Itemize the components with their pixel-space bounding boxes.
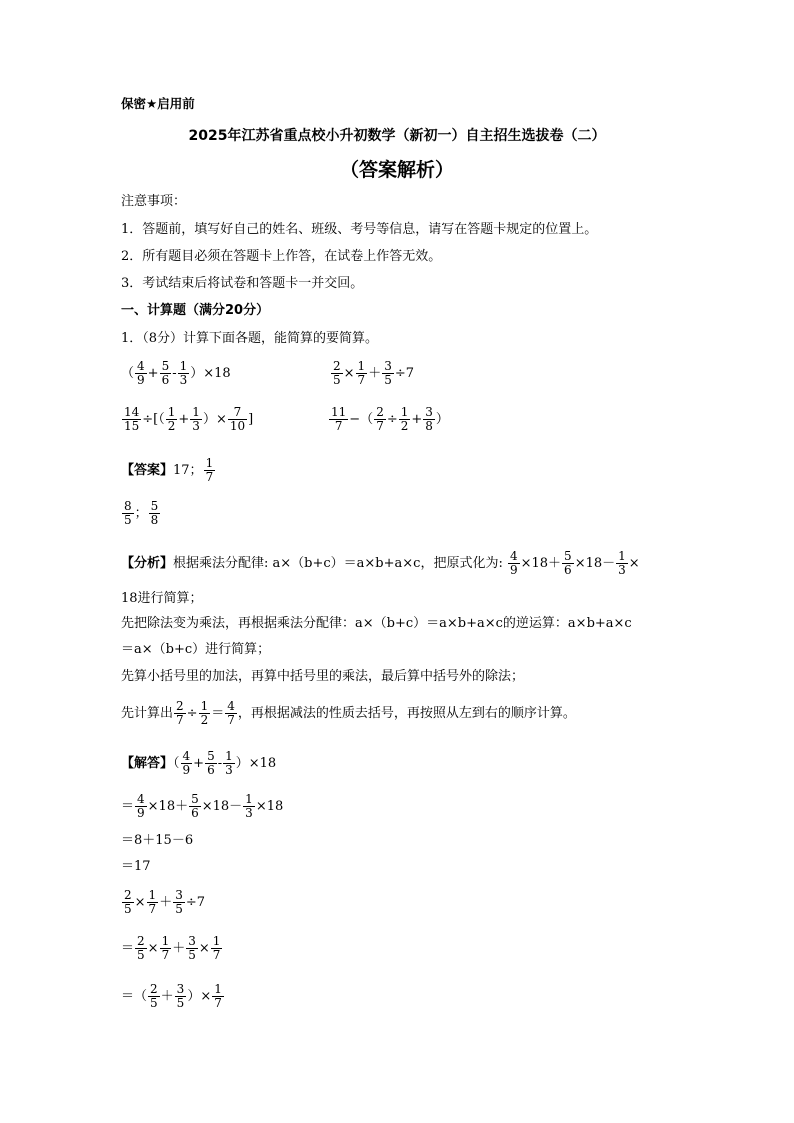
solution-label: 【解答】 <box>121 756 174 771</box>
analysis-line-2: 18进行简算； <box>121 591 203 606</box>
problem-expression-2: $\frac{2}{5}$ × $\frac{1}{7}$ ＋ $\frac{3}{5}$ ÷7 <box>333 359 415 387</box>
solution-step-4: ＝17 <box>121 859 151 874</box>
answer-line-1: 【答案】17； $\frac{1}{7}$ <box>121 456 214 484</box>
exam-title: 2025年江苏省重点校小升初数学（新初一）自主招生选拔卷（二） <box>188 128 606 144</box>
problem-expression-1: （ $\frac{4}{9}$ + $\frac{5}{6}$ - $\frac{1}{3}$ ）×18 <box>121 359 231 387</box>
analysis-line-6: 先计算出 $\frac{2}{7}$ ÷ $\frac{1}{2}$ ＝ $\frac{4}{7}$ ，再根据减法的性质去括号，再按照从左到右的顺序计算。 <box>121 699 576 727</box>
answer-values-1: 17； <box>173 463 203 478</box>
solution-b-line-1: $\frac{2}{5}$ × $\frac{1}{7}$ ＋ $\frac{3}{5}$ ÷7 <box>124 888 206 916</box>
analysis-line-3: 先把除法变为乘法，再根据乘法分配律：a×（b+c）＝a×b+a×c的逆运算：a×b+a×c <box>121 616 632 631</box>
analysis-line-1: 【分析】根据乘法分配律: a×（b+c）＝a×b+a×c，把原式化为: $\frac{4}{9}$ ×18＋ $\frac{5}{6}$ ×18－ $\frac{1}{3}$ × <box>121 549 640 577</box>
notice-item-2: 2．所有题目必须在答题卡上作答，在试卷上作答无效。 <box>121 249 442 264</box>
solution-b-line-3: ＝（ $\frac{2}{5}$ ＋ $\frac{3}{5}$ ）× $\frac{1}{7}$ <box>121 982 222 1010</box>
notice-heading: 注意事项： <box>121 194 187 209</box>
answer-label: 【答案】 <box>121 463 174 478</box>
analysis-label: 【分析】 <box>121 556 174 571</box>
exam-subtitle: （答案解析） <box>339 159 454 181</box>
notice-item-3: 3．考试结束后将试卷和答题卡一并交回。 <box>121 276 364 291</box>
notice-item-1: 1．答题前，填写好自己的姓名、班级、考号等信息，请写在答题卡规定的位置上。 <box>121 222 598 237</box>
question-1-stem: 1．（8分）计算下面各题，能简算的要简算。 <box>121 331 379 346</box>
solution-b-line-2: ＝ $\frac{2}{5}$ × $\frac{1}{7}$ ＋ $\frac{3}{5}$ × $\frac{1}{7}$ <box>121 934 221 962</box>
analysis-line-4: ＝a×（b+c）进行简算； <box>121 642 271 657</box>
analysis-line-5: 先算小括号里的加法，再算中括号里的乘法，最后算中括号外的除法； <box>121 669 525 684</box>
problem-expression-4: $\frac{11}{7}$ −（ $\frac{2}{7}$ ÷ $\frac{1}{2}$ + $\frac{3}{8}$ ） <box>331 405 449 433</box>
confidential-mark: 保密★启用前 <box>121 96 195 111</box>
answer-line-2: $\frac{8}{5}$ ； $\frac{5}{8}$ <box>124 499 159 527</box>
problem-expression-3: $\frac{14}{15}$ ÷[（ $\frac{1}{2}$ + $\frac{1}{3}$ ）× $\frac{7}{10}$ ] <box>124 405 254 433</box>
solution-line-1: 【解答】（ $\frac{4}{9}$ + $\frac{5}{6}$ - $\frac{1}{3}$ ）×18 <box>121 749 277 777</box>
solution-step-3: ＝8＋15－6 <box>121 833 194 848</box>
solution-step-2: ＝ $\frac{4}{9}$ ×18＋ $\frac{5}{6}$ ×18－ $\frac{1}{3}$ ×18 <box>121 792 284 820</box>
section-heading: 一、计算题（满分20分） <box>121 303 270 318</box>
